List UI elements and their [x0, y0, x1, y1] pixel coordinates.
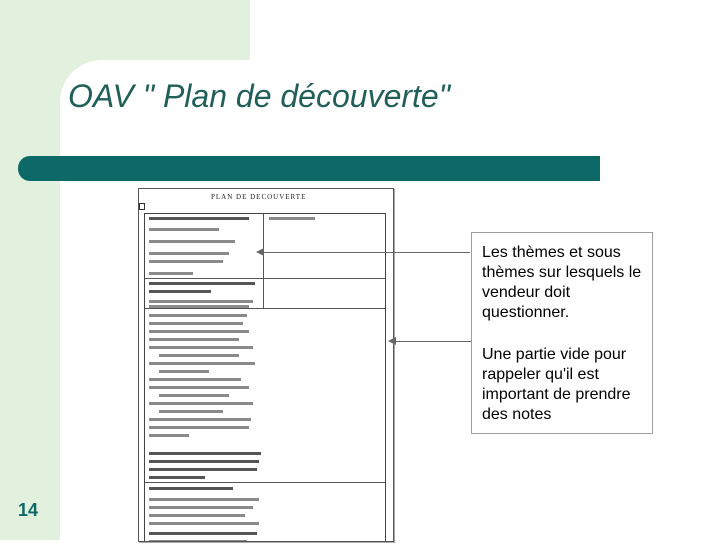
text-line [149, 418, 251, 421]
form-row-divider [145, 278, 385, 279]
text-line [149, 498, 259, 501]
text-line [159, 354, 239, 357]
text-line [149, 522, 259, 525]
annotation-callout [471, 232, 653, 434]
form-column-divider [263, 214, 264, 308]
text-line [159, 410, 223, 413]
text-line [159, 394, 229, 397]
slide-title: OAV " Plan de découverte" [68, 78, 451, 114]
text-line [149, 252, 229, 255]
text-line [149, 468, 257, 471]
title-underline-bar [18, 156, 600, 181]
text-line [149, 540, 247, 542]
text-line [149, 240, 235, 243]
text-line [149, 330, 249, 333]
text-line [159, 370, 209, 373]
text-line [149, 282, 255, 285]
text-line [269, 217, 315, 220]
text-line [149, 532, 257, 535]
page-number: 14 [18, 500, 39, 520]
text-line [149, 402, 253, 405]
text-line [149, 272, 193, 275]
text-line [149, 506, 253, 509]
text-line [149, 487, 233, 490]
text-line [149, 228, 219, 231]
text-line [149, 452, 261, 455]
text-line [149, 290, 211, 293]
checkbox-icon [139, 203, 145, 210]
callout-arrow-line [262, 252, 470, 253]
callout-arrow-line [394, 341, 471, 342]
callout-text-themes: Les thèmes et sous thèmes sur lesquels le vendeur doit questionner. [482, 244, 642, 321]
form-row-divider [145, 482, 385, 483]
text-line [149, 217, 249, 220]
document-image [138, 188, 394, 542]
arrow-head-icon [388, 337, 396, 345]
text-line [149, 300, 253, 303]
form-row-divider [145, 308, 385, 309]
text-line [149, 460, 259, 463]
text-line [149, 338, 239, 341]
text-line [149, 322, 243, 325]
text-line [149, 346, 253, 349]
callout-text-notes: Une partie vide pour rappeler qu'il est important de prendre des notes [482, 346, 631, 423]
document-form-frame [144, 213, 386, 542]
text-line [149, 260, 223, 263]
text-line [149, 476, 205, 479]
text-line [149, 426, 249, 429]
text-line [149, 362, 255, 365]
text-line [149, 514, 245, 517]
arrow-head-icon [256, 248, 264, 256]
document-title: PLAN DE DECOUVERTE [211, 193, 307, 201]
text-line [149, 314, 247, 317]
text-line [149, 378, 241, 381]
text-line [149, 386, 249, 389]
text-line [149, 434, 189, 437]
